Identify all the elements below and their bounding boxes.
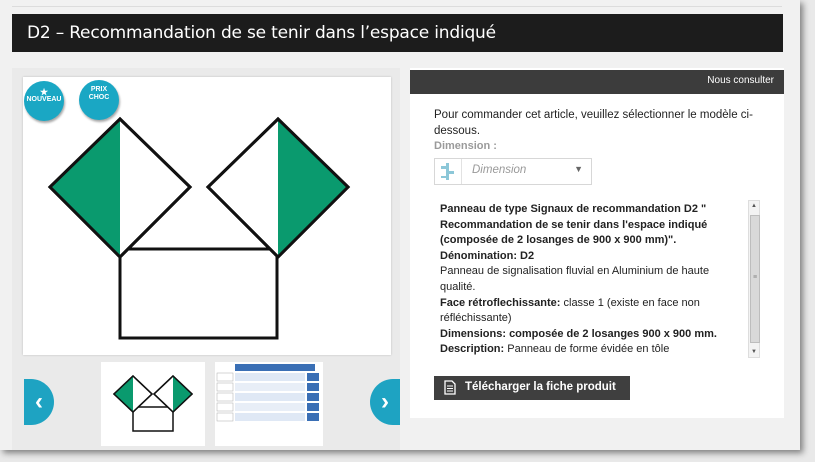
- face-value: classe 1 (existe en face non réfléchissante): [440, 296, 700, 325]
- thumbnail-datasheet[interactable]: [215, 362, 323, 446]
- chevron-left-icon: ‹: [35, 388, 43, 415]
- grip-icon: ≡: [753, 274, 758, 281]
- prix-badge-line1: PRIX: [90, 86, 108, 93]
- desc-value: Panneau de forme évidée en tôle: [504, 343, 670, 356]
- scroll-down-icon[interactable]: ▼: [751, 349, 757, 355]
- download-datasheet-button[interactable]: [434, 376, 630, 400]
- description-face: [440, 296, 740, 327]
- dimension-select-value: Dimension: [472, 164, 527, 176]
- description-material: Panneau de signalisation fluvial en Aluminium de haute qualité.: [440, 265, 710, 293]
- contact-us-link[interactable]: Nous consulter: [707, 75, 774, 86]
- new-badge-label: NOUVEAU: [26, 96, 62, 103]
- prix-choc-badge: [79, 80, 119, 120]
- new-badge: [24, 81, 64, 121]
- description-dimensions: Dimensions: composée de 2 losanges 900 x 900 mm.: [440, 327, 717, 340]
- description-denomination: Dénomination: D2: [440, 249, 535, 262]
- thumbnail-datasheet-drawing: [215, 362, 323, 446]
- d2-sign-drawing: [23, 77, 391, 355]
- ruler-icon: [435, 159, 462, 184]
- chevron-right-icon: ›: [381, 388, 389, 415]
- star-icon: ★: [39, 87, 49, 97]
- download-label: Télécharger la fiche produit: [465, 381, 616, 393]
- description-desc: [440, 342, 740, 358]
- face-label: Face rétroflechissante:: [440, 296, 561, 309]
- order-panel-header: [410, 70, 784, 94]
- scroll-thumb[interactable]: [750, 215, 760, 343]
- thumbnail-strip: [23, 362, 391, 446]
- order-instructions: Pour commander cet article, veuillez sélectionner le modèle ci-dessous.: [434, 109, 753, 137]
- document-icon: [444, 380, 456, 398]
- caret-down-icon: ▼: [574, 164, 583, 174]
- desc-label: Description:: [440, 343, 505, 356]
- title-bar: [12, 14, 783, 52]
- thumbnail-sign-drawing: [101, 362, 205, 446]
- dimension-select[interactable]: [434, 158, 592, 185]
- thumbnail-sign[interactable]: [101, 362, 205, 446]
- divider: [12, 6, 782, 7]
- product-description: [432, 198, 762, 360]
- description-title: Panneau de type Signaux de recommandation D2 " Recommandation de se tenir dans l'espace indiqué (composée de 2 losanges de 900 x 900 mm)".: [440, 203, 708, 247]
- main-product-image[interactable]: [23, 77, 391, 355]
- page-title: D2 – Recommandation de se tenir dans l’espace indiqué: [27, 23, 496, 43]
- description-scrollbar[interactable]: [748, 200, 760, 358]
- scroll-up-icon[interactable]: ▲: [751, 203, 757, 209]
- prix-badge-line2: CHOC: [88, 94, 110, 101]
- dimension-label: Dimension :: [434, 140, 497, 152]
